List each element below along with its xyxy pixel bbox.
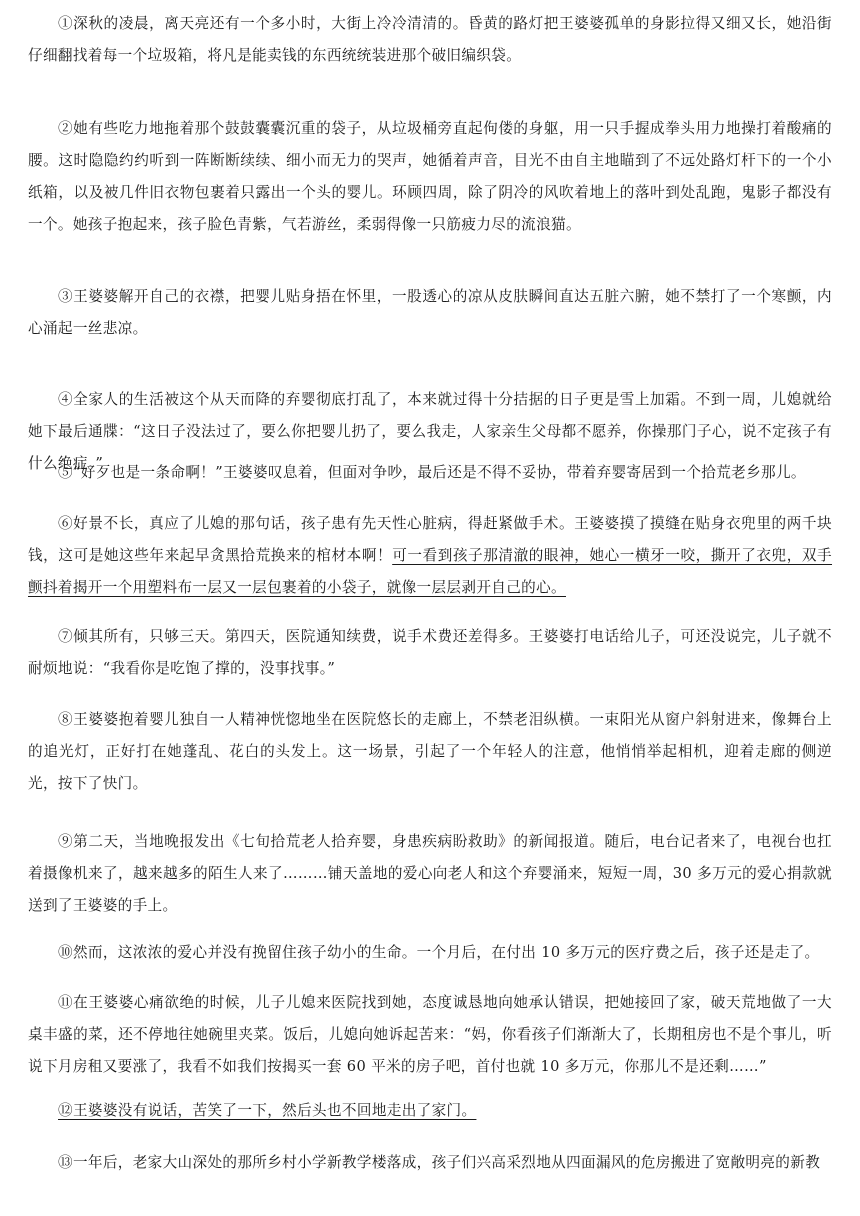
paragraph-1: ①深秋的凌晨，离天亮还有一个多小时，大街上冷冷清清的。昏黄的路灯把王婆婆孤单的身影拉得又细又长，她沿街仔细翻找着每一个垃圾箱，将凡是能卖钱的东西统统装进那个破旧编织袋。: [28, 15, 832, 64]
underlined-sentence: 可一看到孩子那清澈的眼神，她心一横牙一咬，撕开了衣兜，双手颤抖着揭开一个用塑料布一层又一层包裹着的小袋子，就像一层层剥开自己的心。: [28, 547, 833, 596]
paragraph-9: ⑨第二天，当地晚报发出《七旬拾荒老人拾弃婴，身患疾病盼救助》的新闻报道。随后，电台记者来了，电视台也扛着摄像机来了，越来越多的陌生人来了………铺天盖地的爱心向老人和这个弃婴涌来，短短一周，30 多万元的爱心捐款就送到了王婆婆的手上。: [28, 833, 832, 914]
paragraph-10: ⑩然而，这浓浓的爱心并没有挽留住孩子幼小的生命。一个月后，在付出 10 多万元的医疗费之后，孩子还是走了。: [58, 944, 820, 961]
paragraph-7: ⑦倾其所有，只够三天。第四天，医院通知续费，说手术费还差得多。王婆婆打电话给儿子，可还没说完，儿子就不耐烦地说：“我看你是吃饱了撑的，没事找事。”: [28, 628, 832, 677]
paragraph-5: ⑤“好歹也是一条命啊！”王婆婆叹息着，但面对争吵，最后还是不得不妥协，带着弃婴寄居到一个拾荒老乡那儿。: [58, 464, 806, 481]
underlined-sentence: ⑫王婆婆没有说话，苦笑了一下，然后头也不回地走出了家门。: [58, 1102, 477, 1119]
paragraph-3: ③王婆婆解开自己的衣襟，把婴儿贴身捂在怀里，一股透心的凉从皮肤瞬间直达五脏六腑，她不禁打了一个寒颤，内心涌起一丝悲凉。: [28, 288, 832, 337]
paragraph-13: ⑬一年后，老家大山深处的那所乡村小学新教学楼落成，孩子们兴高采烈地从四面漏风的危房搬进了宽敞明亮的新教: [58, 1154, 821, 1171]
paragraph-12: [28, 1095, 832, 1127]
paragraph-11: ⑪在王婆婆心痛欲绝的时候，儿子儿媳来医院找到她，态度诚恳地向她承认错误，把她接回了家，破天荒地做了一大桌丰盛的菜，还不停地往她碗里夹菜。饭后，儿媳向她诉起苦来：“妈，你看孩子们渐渐大了，长期租房也不是个事儿，听说下月房租又要涨了，我看不如我们按揭买一套 60 平米的房子吧，首付也就 10 多万元，你那儿不是还剩……”: [28, 994, 832, 1075]
paragraph-6: ⑥好景不长，真应了儿媳的那句话，孩子患有先天性心脏病，得赶紧做手术。王婆婆摸了摸缝在贴身衣兜里的两千块钱，这可是她这些年来起早贪黑拾荒换来的棺材本啊！可一看到孩子那清澈的眼神，她心一横牙一咬，撕开了衣兜，双手颤抖着揭开一个用塑料布一层又一层包裹着的小袋子，就像一层层剥开自己的心。: [28, 515, 833, 596]
paragraph-8: ⑧王婆婆抱着婴儿独自一人精神恍惚地坐在医院悠长的走廊上，不禁老泪纵横。一束阳光从窗户斜射进来，像舞台上的追光灯，正好打在她蓬乱、花白的头发上。这一场景，引起了一个年轻人的注意，他悄悄举起相机，迎着走廊的侧逆光，按下了快门。: [28, 711, 832, 792]
paragraph-2: ②她有些吃力地拖着那个鼓鼓囊囊沉重的袋子，从垃圾桶旁直起佝偻的身躯，用一只手握成拳头用力地操打着酸痛的腰。这时隐隐约约听到一阵断断续续、细小而无力的哭声，她循着声音，目光不由自主地瞄到了不远处路灯杆下的一个小纸箱，以及被几件旧衣物包裹着只露出一个头的婴儿。环顾四周，除了阴冷的风吹着地上的落叶到处乱跑，鬼影子都没有一个。她孩子抱起来，孩子脸色青紫，气若游丝，柔弱得像一只筋疲力尽的流浪猫。: [28, 120, 832, 233]
paragraph-4: ④全家人的生活被这个从天而降的弃婴彻底打乱了，本来就过得十分拮据的日子更是雪上加霜。不到一周，儿媳就给她下最后通牒：“这日子没法过了，要么你把婴儿扔了，要么我走，人家亲生父母都不愿养，你操那门子心，说不定孩子有什么绝症。”: [28, 391, 832, 472]
